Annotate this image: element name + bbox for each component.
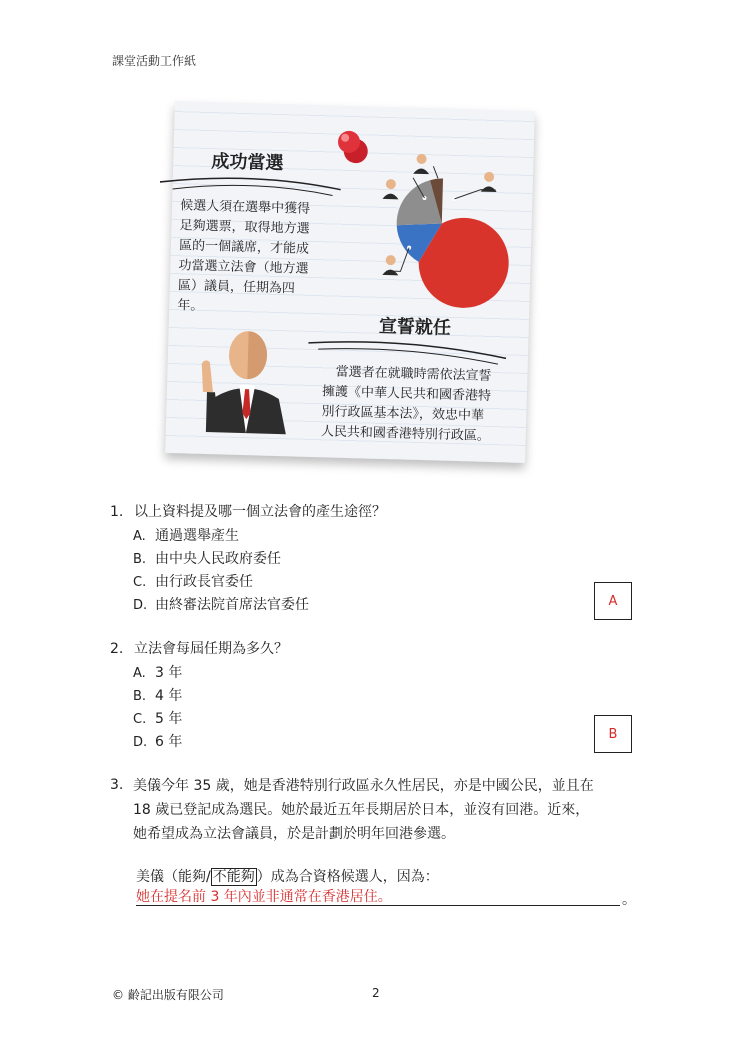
question-3-text: 美儀今年 35 歲，她是香港特別行政區永久性居民，亦是中國公民，並且在 18 歲已登記成為選民。她於最近五年長期居於日本，並沒有回港。近來， 她希望成為立法會議員，於是計劃於明年回港參選。 [133, 778, 594, 842]
option-d: D. 由終審法院首席法官委任 [133, 597, 309, 613]
option-c: C. 5 年 [133, 711, 183, 727]
note-heading-success: 成功當選 [211, 151, 284, 175]
note-heading-oath: 宣誓就任 [378, 315, 452, 339]
question-3-number: 3. [110, 777, 124, 793]
question-number: 1. [110, 504, 124, 520]
question-text: 以上資料提及哪一個立法會的產生途徑？ [134, 504, 386, 520]
svg-text:區的一個議席，才能成: 區的一個議席，才能成 [178, 238, 310, 257]
answer-box-q1[interactable]: A [594, 582, 632, 620]
svg-text:足夠選票，取得地方選: 足夠選票，取得地方選 [179, 218, 310, 237]
end-mark: 。 [622, 892, 636, 908]
page-number: 2 [372, 986, 380, 1000]
svg-text:人民共和國香港特別行政區。: 人民共和國香港特別行政區。 [320, 424, 491, 444]
question-2 [110, 638, 288, 658]
info-note [160, 96, 540, 481]
question-text: 立法會每屆任期為多久？ [134, 641, 288, 657]
svg-text:擁護《中華人民共和國香港特: 擁護《中華人民共和國香港特 [321, 384, 492, 404]
svg-text:功當選立法會（地方選: 功當選立法會（地方選 [178, 258, 309, 277]
svg-text:當選者在就職時需依法宣誓: 當選者在就職時需依法宣誓 [335, 364, 492, 384]
note-text-oath [321, 363, 492, 444]
footer-publisher: © 齡記出版有限公司 [112, 988, 224, 1002]
heading2-underline [308, 340, 506, 358]
pie-chart-icon [385, 165, 511, 309]
option-d: D. 6 年 [133, 734, 183, 750]
pushpin-icon [337, 131, 368, 164]
answer-box-q2[interactable]: B [594, 715, 632, 753]
option-a: A. 3 年 [133, 665, 183, 681]
person-oath-icon [200, 330, 289, 434]
option-a: A. 通過選舉產生 [133, 528, 239, 544]
heading1-underline-2 [173, 183, 333, 195]
eligibility-choice: 美儀（能夠/ 不能夠 ）成為合資格候選人，因為： [136, 869, 439, 885]
note-graphics [160, 96, 540, 481]
svg-text:年。: 年。 [177, 298, 204, 314]
svg-text:區）議員，任期為四: 區）議員，任期為四 [177, 278, 296, 297]
note-text-success [177, 197, 311, 317]
reason-answer[interactable]: 她在提名前 3 年內並非通常在香港居住。 [136, 889, 392, 905]
svg-text:別行政區基本法》，效忠中華: 別行政區基本法》，效忠中華 [321, 404, 485, 424]
worksheet-header: 課堂活動工作紙 [112, 54, 197, 68]
question-1 [110, 501, 386, 521]
svg-text:候選人須在選舉中獲得: 候選人須在選舉中獲得 [179, 198, 311, 217]
question-number: 2. [110, 641, 124, 657]
option-b: B. 4 年 [133, 688, 183, 704]
heading2-underline-2 [318, 348, 498, 365]
answer-line [136, 905, 620, 906]
option-b: B. 由中央人民政府委任 [133, 551, 281, 567]
option-c: C. 由行政長官委任 [133, 574, 253, 590]
selected-choice[interactable]: 不能夠 [212, 869, 255, 885]
